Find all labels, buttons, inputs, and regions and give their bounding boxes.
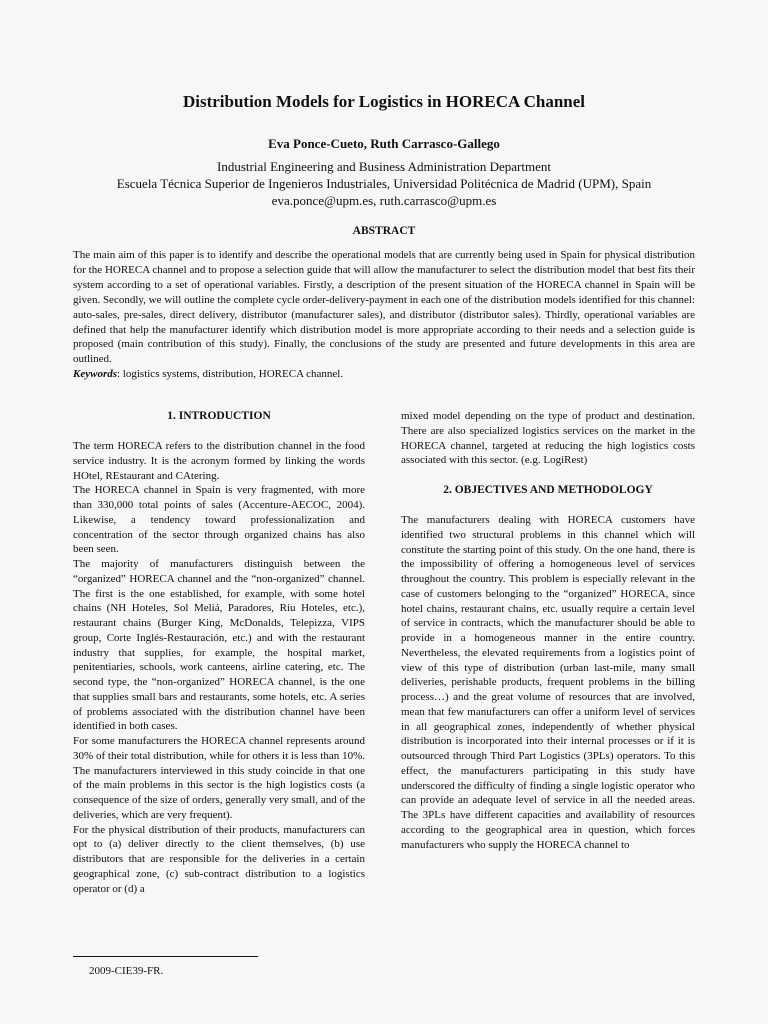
abstract-body: [73, 248, 695, 382]
left-column: [73, 409, 365, 896]
section-heading-introduction: 1. INTRODUCTION: [167, 410, 271, 422]
paper-title: Distribution Models for Logistics in HORECA Channel: [182, 92, 586, 111]
paragraph: mixed model depending on the type of product and destination. There are also specialized logistics services on the market in the HORECA channel, targeted at reducing the high logistics costs associated with this sector. (e.g. LogiRest): [401, 410, 695, 467]
paragraph: The manufacturers dealing with HORECA customers have identified two structural problems in this channel which will constitute the starting point of this study. On the one hand, there is the impossibility of offering a homogeneous level of services throughout the country. This problem is especially relevant in the case of customers belonging to the “organized” HORECA, since hotel chains, restaurant chains, etc. usually require a certain level of service in contracts, which the manufacturer should be able to provide in a homogeneous manner in the entire country. Nevertheless, the elevated requirements from a logistics point of view of this type of distribution (urban last-mile, many small deliveries, perishable products, frequent problems in the billing process…) and the great volume of resources that are involved, mean that few manufacturers can offer a uniform level of services in all geographical zones, independently of whether physical distribution is incorporated into their internal processes or if it is outsourced through Third Part Logistics (3PLs) operators. To this effect, the manufacturers participating in this study have underscored the difficulty of finding a single logistic operator who can provide an adequate level of service in all the needed areas. The 3PLs have different capacities and availability of resources according to the geographical area in question, which forces manufacturers who supply the HORECA channel to: [401, 514, 695, 851]
keywords-text: : logistics systems, distribution, HORECA channel.: [117, 368, 344, 381]
keywords-label: Keywords: [73, 368, 117, 381]
paragraph: For the physical distribution of their products, manufacturers can opt to (a) deliver directly to the client themselves, (b) use distributors that are responsible for the deliveries in a certain geographical zone, (c) sub-contract distribution to a logistics operator or (d) a: [73, 823, 365, 895]
emails-line: eva.ponce@upm.es, ruth.carrasco@upm.es: [271, 193, 497, 208]
paper-authors: Eva Ponce-Cueto, Ruth Carrasco-Gallego: [268, 136, 500, 151]
paragraph: For some manufacturers the HORECA channel represents around 30% of their total distribution, while for others it is less than 10%. The manufacturers interviewed in this study coincide in that one of the main problems in this sector is the high logistics costs (a consequence of the size of orders, generally very small, and of the deliveries, which are very frequent).: [73, 735, 365, 821]
department-line: Industrial Engineering and Business Administration Department: [217, 159, 551, 174]
paragraph: The majority of manufacturers distinguish between the “organized” HORECA channel and the “non-organized” channel. The first is the one established, for example, with some hotel chains (NH Hoteles, Sol Meliá, Paradores, Riu Hoteles, etc.), restaurant chains (Burger King, McDonalds, Telepizza, VIPS group, Corte Inglés-Restauración, etc.) and with the restaurant industry that supplies, for example, the hospital market, penitentiaries, schools, work canteens, airline catering, etc. The second type, the “non-organized” HORECA channel, is the one that supplies small bars and restaurants, some hotels, etc. A series of problems associated with the distribution channel have been identified in both cases.: [73, 558, 365, 733]
affiliation-block: [0, 158, 768, 209]
footnote-rule: [73, 956, 258, 957]
section-heading-objectives: 2. OBJECTIVES AND METHODOLOGY: [443, 484, 653, 496]
right-column: [401, 409, 695, 852]
paragraph: The HORECA channel in Spain is very fragmented, with more than 330,000 total points of sales (Accenture-AECOC, 2004). Likewise, a tendency toward professionalization and concentration of the sector through organized chains has also been seen.: [73, 484, 365, 556]
abstract-text: The main aim of this paper is to identify and describe the operational models that are currently being used in Spain for physical distribution for the HORECA channel and to propose a selection guide that will allow the manufacturer to select the distribution model that best fits their system according to a set of operational variables. Firstly, a description of the present situation of the HORECA channel in Spain will be given. Secondly, we will outline the complete cycle order-delivery-payment in each one of the distribution models identified for this channel: auto-sales, pre-sales, direct delivery, distributor (manufacturer sales), and distributor (distributor sales). Thirdly, operational variables are defined that help the manufacturer identify which distribution model is more appropriate according to their needs and a selection guide is proposed (main contribution of this study). Finally, the conclusions of the study are presented and future developments in this area are outlined.: [73, 249, 695, 366]
abstract-heading: ABSTRACT: [352, 225, 416, 237]
paragraph: The term HORECA refers to the distribution channel in the food service industry. It is the acronym formed by linking the words HOtel, REstaurant and CAtering.: [73, 440, 365, 482]
footnote: 2009-CIE39-FR.: [89, 965, 164, 977]
keywords-line: [73, 367, 695, 382]
school-line: Escuela Técnica Superior de Ingenieros Industriales, Universidad Politécnica de Madrid (UPM), Spain: [116, 176, 652, 191]
